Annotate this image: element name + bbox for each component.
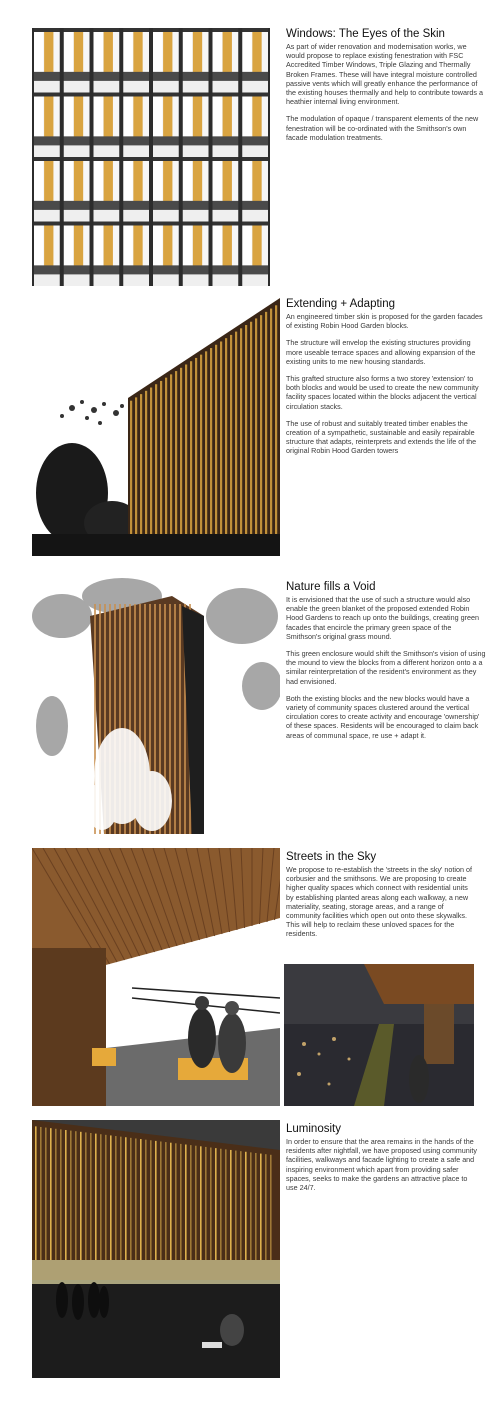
bench	[92, 1048, 116, 1066]
timber-skin-drawing	[32, 298, 280, 556]
section-title-luminosity: Luminosity	[286, 1123, 341, 1135]
paragraph: The structure will envelop the existing structures providing more useable terrace spaces and allowing expansion of the existing units to me new housing standards.	[286, 338, 476, 366]
green-facade-render	[32, 576, 280, 834]
person-figure	[220, 1314, 244, 1346]
section-text-luminosity	[286, 1137, 480, 1200]
section-title-streets: Streets in the Sky	[286, 851, 377, 863]
skywalk-render	[32, 848, 280, 1106]
paragraph: An engineered timber skin is proposed for the garden facades of existing Robin Hood Garden blocks.	[286, 312, 483, 331]
paragraph: The use of robust and suitably treated timber enables the creation of a sympathetic, sustainable and easily repairable structure that adapts, reinterprets and extends the life of the original Robin Hood Garden towers	[286, 418, 477, 456]
section-text-extending	[286, 312, 486, 464]
person-figure	[188, 1008, 216, 1068]
paragraph: The modulation of opaque / transparent elements of the new fenestration will be co-ordinated with the Smithson's own facade modulation treatments.	[286, 114, 479, 142]
skywalk-night-render	[284, 964, 474, 1106]
section-title-nature: Nature fills a Void	[286, 581, 376, 593]
person-figure	[218, 1013, 246, 1073]
skywalk-drawing	[32, 848, 280, 1106]
paragraph: This green enclosure would shift the Smithson's vision of using the mound to view the blocks from a different horizon onto a a similar reinterpretation of the resident's environment as they had envisioned.	[286, 649, 486, 686]
luminous-facade-drawing	[32, 1120, 280, 1378]
window-facade-image	[32, 28, 270, 286]
section-text-windows	[286, 42, 486, 150]
paragraph: This grafted structure also forms a two storey 'extension' to both blocks and would be used to create the new community facility spaces located within the blocks adjacent the vertical circulation stacks.	[286, 374, 479, 411]
section-text-streets	[286, 865, 476, 947]
section-title-windows: Windows: The Eyes of the Skin	[286, 28, 445, 40]
green-facade-drawing	[32, 576, 280, 834]
lit-ground-floor	[32, 1260, 280, 1284]
paragraph: We propose to re-establish the 'streets in the sky' notion of corbusier and the smithsons. We are proposing to create higher quality spaces which connect with residential units by establishing planted areas along each walkway, a new materiality, seating, storage areas, and a range of community facilities which open out onto these skywalks. This will help to reclaim these unloved spaces for the residents.	[286, 865, 472, 939]
section-title-extending: Extending + Adapting	[286, 298, 396, 310]
timber-skin-render	[32, 298, 280, 556]
window-facade-drawing	[32, 28, 270, 286]
ground	[32, 534, 280, 556]
section-text-nature	[286, 595, 486, 748]
paragraph: In order to ensure that the area remains in the hands of the residents after nightfall, we have proposed using community facilities, walkways and facade lighting to create a safe and inspiring environment which apart from providing safer spaces, seeks to make the gardens an attractive place to use 24/7.	[286, 1137, 477, 1193]
person-figure	[409, 1055, 429, 1103]
paragraph: As part of wider renovation and modernisation works, we would propose to replace existing fenestration with FSC Accredited Timber Windows, Triple Glazing and Thermally Broken Frames. These will have integral moisture controlled passive vents which will greatly enhance the performance of the existing houses thermally and help to contribute towards a heathier internal living environment.	[286, 42, 483, 107]
paragraph: Both the existing blocks and the new blocks would have a variety of community spaces clustered around the vertical circulation cores to create activity and encourage 'ownership' of these spaces. Residents will be encouraged to claim back areas of communal space, re use + adapt it.	[286, 693, 480, 740]
timber-wall	[32, 948, 106, 1106]
paragraph: It is envisioned that the use of such a structure would also enable the green blanket of the proposed extended Robin Hood Gardens to reach up onto the buildings, creating green facades that encircle the primary green space of the Smithson's original grass mound.	[286, 595, 479, 641]
luminous-facade-render	[32, 1120, 280, 1378]
skywalk-night-drawing	[284, 964, 474, 1106]
